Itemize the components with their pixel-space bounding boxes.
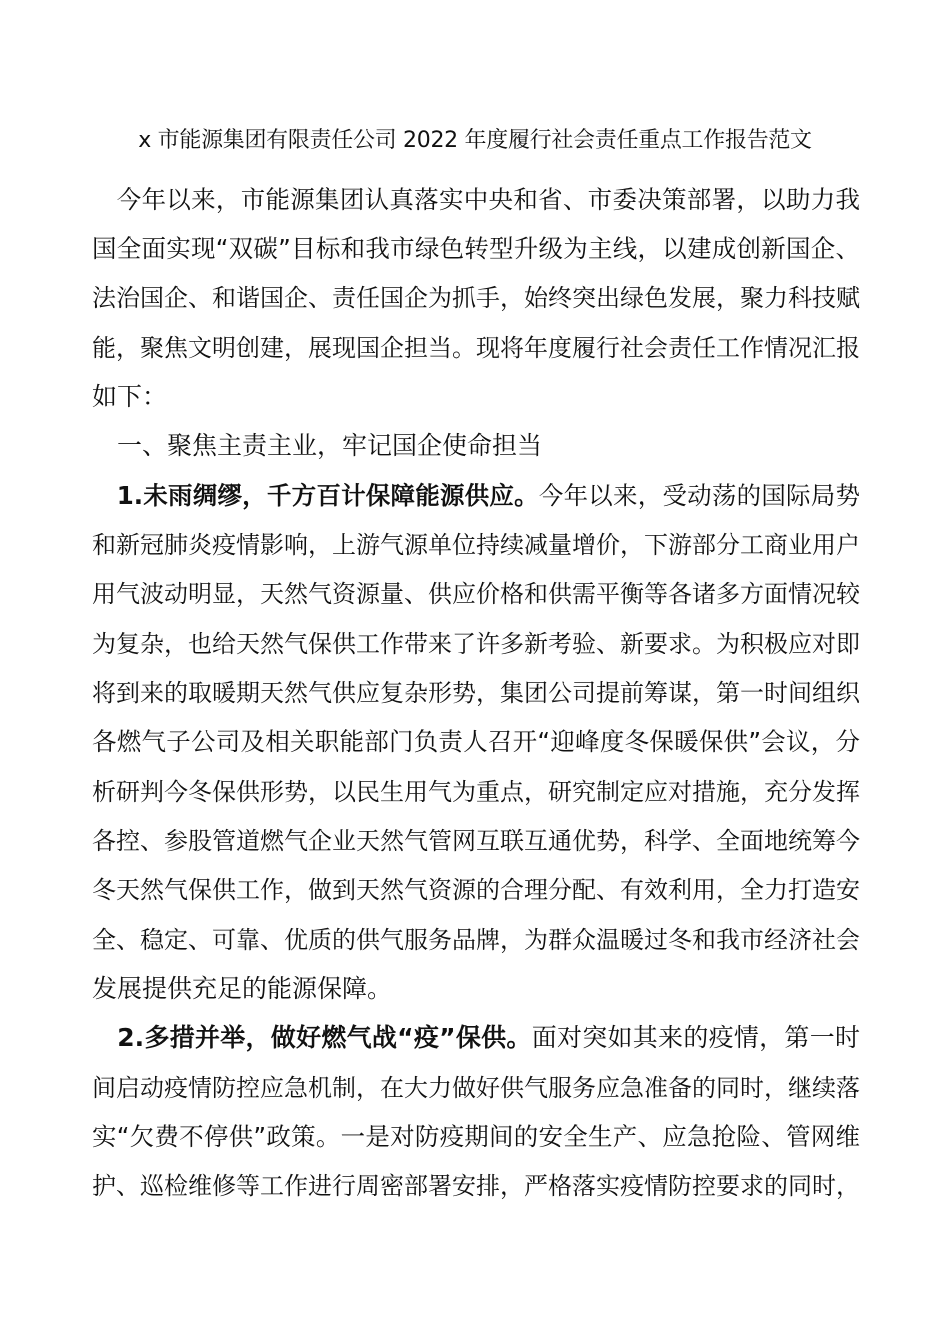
- item2-line: 实“欠费不停供”政策。一是对防疫期间的安全生产、应急抢险、管网维: [92, 1122, 860, 1151]
- item1-first-line: [92, 478, 860, 514]
- item2-line: 护、巡检维修等工作进行周密部署安排，严格落实疫情防控要求的同时，: [92, 1172, 860, 1200]
- item1-line: 各控、参股管道燃气企业天然气管网互联互通优势，科学、全面地统筹今: [92, 827, 860, 855]
- section-heading: 一、聚焦主责主业，牢记国企使命担当: [92, 431, 543, 460]
- document-title: x 市能源集团有限责任公司 2022 年度履行社会责任重点工作报告范文: [138, 128, 812, 153]
- intro-line: 今年以来，市能源集团认真落实中央和省、市委决策部署，以助力我: [92, 185, 860, 214]
- intro-line: 国全面实现“双碳”目标和我市绿色转型升级为主线，以建成创新国企、: [92, 234, 860, 263]
- item1-line: 冬天然气保供工作，做到天然气资源的合理分配、有效利用，全力打造安: [92, 876, 860, 904]
- item1-line: 为复杂，也给天然气保供工作带来了许多新考验、新要求。为积极应对即: [92, 630, 860, 658]
- intro-line: 法治国企、和谐国企、责任国企为抓手，始终突出绿色发展，聚力科技赋: [92, 284, 860, 312]
- item2-lead: 2.多措并举，做好燃气战“疫”保供。: [92, 1023, 532, 1052]
- item1-line: 和新冠肺炎疫情影响，上游气源单位持续减量增价，下游部分工商业用户: [92, 531, 860, 559]
- item2-first-line-rest: 面对突如其来的疫情，第一时: [531, 1023, 860, 1052]
- item1-line: 将到来的取暖期天然气供应复杂形势，集团公司提前筹谋，第一时间组织: [92, 679, 860, 707]
- intro-line: 如下：: [92, 382, 168, 411]
- item1-line: 全、稳定、可靠、优质的供气服务品牌，为群众温暖过冬和我市经济社会: [92, 926, 860, 954]
- item1-line: 发展提供充足的能源保障。: [92, 974, 393, 1003]
- item1-line: 析研判今冬保供形势，以民生用气为重点，研究制定应对措施，充分发挥: [92, 778, 860, 806]
- item2-first-line: [92, 1020, 860, 1056]
- intro-line: 能，聚焦文明创建，展现国企担当。现将年度履行社会责任工作情况汇报: [92, 334, 860, 362]
- item2-line: 间启动疫情防控应急机制，在大力做好供气服务应急准备的同时，继续落: [92, 1074, 860, 1102]
- item1-first-line-rest: 今年以来，受动荡的国际局势: [538, 481, 860, 510]
- item1-lead: 1.未雨绸缪，千方百计保障能源供应。: [92, 481, 539, 510]
- item1-line: 用气波动明显，天然气资源量、供应价格和供需平衡等各诸多方面情况较: [92, 580, 860, 608]
- item1-line: 各燃气子公司及相关职能部门负责人召开“迎峰度冬保暖保供”会议，分: [92, 727, 860, 756]
